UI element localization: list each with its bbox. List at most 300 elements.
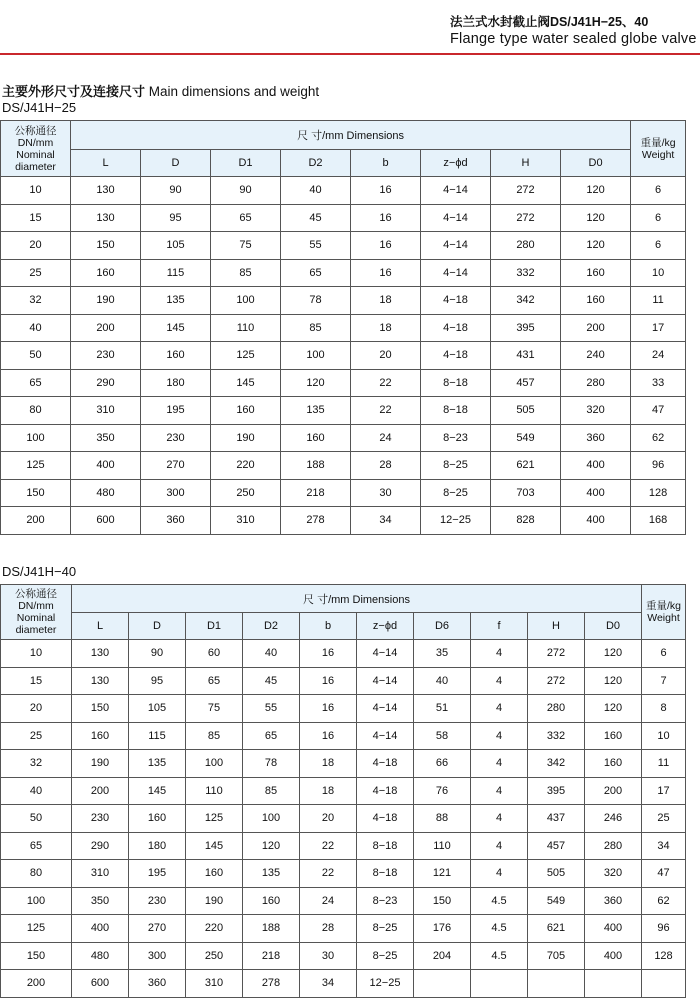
dn-header-zh: 公称通径	[14, 124, 57, 137]
dn-header	[1, 585, 72, 640]
table-cell: 188	[243, 915, 300, 943]
table-cell: 90	[141, 177, 211, 205]
table-cell: 180	[129, 832, 186, 860]
column-header: D6	[414, 613, 471, 640]
table-cell: 280	[561, 369, 631, 397]
table-cell: 100	[281, 342, 351, 370]
table-cell: 270	[129, 915, 186, 943]
table-cell: 47	[642, 860, 686, 888]
table-cell: 272	[491, 177, 561, 205]
table-cell: 4.5	[471, 887, 528, 915]
table-cell: 220	[186, 915, 243, 943]
table-cell: 395	[528, 777, 585, 805]
table-cell: 20	[1, 232, 71, 260]
table-cell: 4−18	[421, 342, 491, 370]
table-cell: 4−18	[421, 287, 491, 315]
table-cell: 195	[129, 860, 186, 888]
table-cell: 8−18	[357, 860, 414, 888]
dn-header	[1, 121, 71, 177]
table-cell: 8−23	[357, 887, 414, 915]
table-cell: 24	[300, 887, 357, 915]
table-cell: 4	[471, 722, 528, 750]
table-cell: 145	[186, 832, 243, 860]
table-cell: 10	[642, 722, 686, 750]
table-cell: 34	[351, 507, 421, 535]
table-cell: 246	[585, 805, 642, 833]
weight-header-en: Weight	[641, 148, 675, 161]
table-cell: 176	[414, 915, 471, 943]
table-row	[1, 314, 686, 342]
table-cell: 190	[72, 750, 129, 778]
table-cell: 4−14	[421, 204, 491, 232]
table-cell: 51	[414, 695, 471, 723]
table-cell: 160	[243, 887, 300, 915]
weight-header	[642, 585, 686, 640]
table-cell: 300	[141, 479, 211, 507]
table-cell: 20	[300, 805, 357, 833]
table-cell: 320	[585, 860, 642, 888]
column-header: D1	[186, 613, 243, 640]
table-cell: 360	[561, 424, 631, 452]
page-header	[450, 14, 700, 48]
table-row	[1, 397, 686, 425]
section-title-zh: 主要外形尺寸及连接尺寸	[2, 84, 146, 99]
table-cell: 33	[631, 369, 686, 397]
table-cell: 180	[141, 369, 211, 397]
table-cell: 22	[300, 832, 357, 860]
table-cell: 4	[471, 805, 528, 833]
table-cell: 6	[631, 232, 686, 260]
table-cell: 16	[300, 640, 357, 668]
table-cell	[471, 970, 528, 998]
table-cell: 17	[631, 314, 686, 342]
table-cell: 8−18	[421, 397, 491, 425]
table-cell: 30	[351, 479, 421, 507]
table-cell: 4−14	[357, 722, 414, 750]
table-cell: 90	[129, 640, 186, 668]
dn-header-en1: Nominal	[16, 148, 55, 161]
table-cell: 90	[211, 177, 281, 205]
table-cell: 45	[243, 667, 300, 695]
table-cell: 130	[72, 640, 129, 668]
table-cell: 65	[186, 667, 243, 695]
table-cell: 280	[528, 695, 585, 723]
table-cell: 250	[186, 942, 243, 970]
table-cell: 80	[1, 860, 72, 888]
table-cell: 10	[1, 640, 72, 668]
table-cell: 17	[642, 777, 686, 805]
table-cell: 130	[72, 667, 129, 695]
table-cell: 65	[1, 369, 71, 397]
table-cell: 4−14	[421, 232, 491, 260]
table-cell: 85	[243, 777, 300, 805]
table-cell: 230	[129, 887, 186, 915]
table-row	[1, 887, 686, 915]
table-cell: 11	[631, 287, 686, 315]
table-cell: 40	[1, 777, 72, 805]
table-cell: 200	[72, 777, 129, 805]
table-cell: 16	[351, 177, 421, 205]
table-cell: 505	[528, 860, 585, 888]
table-cell: 15	[1, 667, 72, 695]
table-cell: 24	[631, 342, 686, 370]
table-cell: 120	[561, 177, 631, 205]
section-title-en: Main dimensions and weight	[145, 84, 320, 99]
table-cell: 150	[71, 232, 141, 260]
table-cell: 600	[72, 970, 129, 998]
table-cell: 22	[351, 397, 421, 425]
table-cell: 6	[631, 204, 686, 232]
table-cell: 130	[71, 204, 141, 232]
column-header: b	[300, 613, 357, 640]
table-cell: 4−14	[357, 695, 414, 723]
table-cell: 250	[211, 479, 281, 507]
table-cell: 200	[585, 777, 642, 805]
table-cell: 160	[72, 722, 129, 750]
table-cell: 230	[72, 805, 129, 833]
weight-header-zh: 重量/kg	[640, 136, 676, 149]
table-cell: 22	[351, 369, 421, 397]
table-row	[1, 942, 686, 970]
table-cell: 128	[642, 942, 686, 970]
table-cell: 34	[300, 970, 357, 998]
table-row	[1, 695, 686, 723]
table-cell: 703	[491, 479, 561, 507]
table-cell: 150	[414, 887, 471, 915]
table-cell: 457	[528, 832, 585, 860]
table-row	[1, 750, 686, 778]
table-cell: 62	[642, 887, 686, 915]
table-cell: 6	[631, 177, 686, 205]
table-cell: 110	[414, 832, 471, 860]
table-cell: 120	[561, 204, 631, 232]
table-cell: 75	[186, 695, 243, 723]
table-cell: 100	[211, 287, 281, 315]
table-cell: 78	[243, 750, 300, 778]
table-cell: 4−14	[421, 177, 491, 205]
table-cell: 230	[141, 424, 211, 452]
table-cell: 135	[141, 287, 211, 315]
table-cell: 65	[243, 722, 300, 750]
column-header: D	[141, 150, 211, 177]
table-cell: 4	[471, 640, 528, 668]
table-cell: 66	[414, 750, 471, 778]
table-cell: 8−25	[421, 452, 491, 480]
table-row	[1, 369, 686, 397]
table-cell: 125	[1, 452, 71, 480]
table-cell: 188	[281, 452, 351, 480]
table-cell: 18	[351, 314, 421, 342]
table-cell: 240	[561, 342, 631, 370]
table-cell: 360	[129, 970, 186, 998]
table-cell: 280	[585, 832, 642, 860]
table-cell: 115	[129, 722, 186, 750]
table-cell: 22	[300, 860, 357, 888]
table-cell: 160	[281, 424, 351, 452]
table-cell: 120	[243, 832, 300, 860]
table-row	[1, 177, 686, 205]
table-cell: 120	[561, 232, 631, 260]
table-cell: 220	[211, 452, 281, 480]
table-cell: 204	[414, 942, 471, 970]
table-cell: 50	[1, 805, 72, 833]
table-cell: 160	[71, 259, 141, 287]
section-title	[2, 84, 319, 100]
table-cell: 218	[281, 479, 351, 507]
table-cell: 480	[72, 942, 129, 970]
table-cell: 505	[491, 397, 561, 425]
table-row	[1, 479, 686, 507]
table-cell: 200	[561, 314, 631, 342]
column-header: L	[71, 150, 141, 177]
table-cell: 121	[414, 860, 471, 888]
table-cell: 11	[642, 750, 686, 778]
table-cell: 95	[129, 667, 186, 695]
table-cell: 280	[491, 232, 561, 260]
column-header: f	[471, 613, 528, 640]
table-cell: 200	[1, 970, 72, 998]
table-cell: 4.5	[471, 915, 528, 943]
table-cell: 160	[585, 750, 642, 778]
table-cell: 100	[1, 887, 72, 915]
dn-header-en2: diameter	[15, 160, 56, 173]
table-cell: 145	[211, 369, 281, 397]
table-cell: 320	[561, 397, 631, 425]
table-cell: 85	[186, 722, 243, 750]
table-cell: 8−18	[421, 369, 491, 397]
table-cell: 40	[281, 177, 351, 205]
table-row	[1, 640, 686, 668]
table-cell: 10	[631, 259, 686, 287]
table-cell: 12−25	[357, 970, 414, 998]
table-cell: 10	[1, 177, 71, 205]
table-cell: 190	[71, 287, 141, 315]
table-cell: 400	[72, 915, 129, 943]
table-cell: 16	[300, 667, 357, 695]
table-cell: 272	[528, 667, 585, 695]
table-cell: 50	[1, 342, 71, 370]
table-row	[1, 915, 686, 943]
weight-header-en: Weight	[647, 612, 680, 624]
table-cell: 20	[1, 695, 72, 723]
table-cell: 16	[300, 722, 357, 750]
table-cell: 272	[491, 204, 561, 232]
table-cell: 310	[186, 970, 243, 998]
table-cell: 47	[631, 397, 686, 425]
table-cell: 360	[585, 887, 642, 915]
table-cell: 12−25	[421, 507, 491, 535]
column-header: z−ϕd	[421, 150, 491, 177]
table-cell: 6	[642, 640, 686, 668]
table-cell: 400	[561, 452, 631, 480]
table-cell: 4−14	[421, 259, 491, 287]
table-cell	[528, 970, 585, 998]
table-cell: 20	[351, 342, 421, 370]
table-cell: 120	[585, 667, 642, 695]
table-cell: 105	[141, 232, 211, 260]
table-row	[1, 805, 686, 833]
dimensions-table-40	[0, 584, 686, 998]
table-cell: 125	[1, 915, 72, 943]
dimensions-table-25	[0, 120, 686, 535]
table-cell: 62	[631, 424, 686, 452]
table-cell: 150	[1, 479, 71, 507]
dimensions-header: 尺 寸/mm Dimensions	[72, 585, 642, 613]
table-cell: 400	[585, 915, 642, 943]
column-header: H	[491, 150, 561, 177]
table-cell: 85	[281, 314, 351, 342]
table-cell: 342	[491, 287, 561, 315]
table-cell: 400	[561, 479, 631, 507]
table-cell: 88	[414, 805, 471, 833]
column-header: z−ϕd	[357, 613, 414, 640]
table-cell: 431	[491, 342, 561, 370]
header-divider	[0, 53, 700, 55]
table-cell: 16	[351, 204, 421, 232]
table-cell: 218	[243, 942, 300, 970]
table-row	[1, 507, 686, 535]
table-cell: 828	[491, 507, 561, 535]
table-cell: 4	[471, 695, 528, 723]
table-cell: 40	[1, 314, 71, 342]
table-cell: 18	[351, 287, 421, 315]
table-cell: 34	[642, 832, 686, 860]
table-cell: 25	[1, 722, 72, 750]
table-cell: 40	[414, 667, 471, 695]
table-cell: 300	[129, 942, 186, 970]
table-cell: 8−18	[357, 832, 414, 860]
table-cell: 200	[71, 314, 141, 342]
table-cell: 621	[491, 452, 561, 480]
table-cell: 7	[642, 667, 686, 695]
table-cell: 105	[129, 695, 186, 723]
table-cell: 278	[243, 970, 300, 998]
column-header: D1	[211, 150, 281, 177]
table-cell: 96	[642, 915, 686, 943]
table-cell: 120	[281, 369, 351, 397]
table-cell: 160	[211, 397, 281, 425]
table-cell: 8	[642, 695, 686, 723]
table-cell: 195	[141, 397, 211, 425]
table-cell: 55	[281, 232, 351, 260]
table-cell: 4	[471, 860, 528, 888]
table-cell: 332	[491, 259, 561, 287]
table-cell: 120	[585, 640, 642, 668]
table-cell: 395	[491, 314, 561, 342]
table-cell: 4−18	[421, 314, 491, 342]
table-cell: 190	[211, 424, 281, 452]
table-cell: 75	[211, 232, 281, 260]
table-cell: 400	[71, 452, 141, 480]
table-cell: 32	[1, 750, 72, 778]
table-cell: 549	[528, 887, 585, 915]
table-cell: 278	[281, 507, 351, 535]
table-cell: 30	[300, 942, 357, 970]
table-cell: 400	[561, 507, 631, 535]
table-cell: 168	[631, 507, 686, 535]
table-cell: 96	[631, 452, 686, 480]
table-row	[1, 832, 686, 860]
table-cell: 135	[281, 397, 351, 425]
header-title-zh: 法兰式水封截止阀DS/J41H−25、40	[450, 15, 649, 29]
dn-header-unit: DN/mm	[18, 600, 54, 612]
table-cell: 4−14	[357, 640, 414, 668]
table-cell: 457	[491, 369, 561, 397]
table-cell: 350	[72, 887, 129, 915]
table-cell: 32	[1, 287, 71, 315]
table-cell: 290	[72, 832, 129, 860]
table-cell: 58	[414, 722, 471, 750]
dn-header-zh: 公称通径	[15, 588, 57, 600]
table-row	[1, 204, 686, 232]
table-row	[1, 452, 686, 480]
table-cell: 160	[585, 722, 642, 750]
column-header: D0	[585, 613, 642, 640]
dimensions-header: 尺 寸/mm Dimensions	[71, 121, 631, 150]
table-cell: 8−23	[421, 424, 491, 452]
table-cell: 190	[186, 887, 243, 915]
table1-model: DS/J41H−25	[2, 100, 77, 115]
table-cell	[414, 970, 471, 998]
table-cell: 135	[129, 750, 186, 778]
table-cell: 25	[1, 259, 71, 287]
table-cell: 4	[471, 832, 528, 860]
table-cell: 705	[528, 942, 585, 970]
table-cell: 100	[186, 750, 243, 778]
table-row	[1, 342, 686, 370]
table-cell: 8−25	[357, 915, 414, 943]
table-row	[1, 259, 686, 287]
table-cell: 600	[71, 507, 141, 535]
table-cell	[642, 970, 686, 998]
table-cell: 85	[211, 259, 281, 287]
table-cell: 65	[1, 832, 72, 860]
table-row	[1, 424, 686, 452]
table-cell: 115	[141, 259, 211, 287]
column-header: D	[129, 613, 186, 640]
column-header: H	[528, 613, 585, 640]
table-cell: 310	[71, 397, 141, 425]
column-header: b	[351, 150, 421, 177]
table-cell: 120	[585, 695, 642, 723]
table-cell: 160	[561, 259, 631, 287]
table-cell: 110	[186, 777, 243, 805]
table-cell: 200	[1, 507, 71, 535]
table-cell: 65	[281, 259, 351, 287]
weight-header-zh: 重量/kg	[645, 600, 681, 612]
table-cell: 76	[414, 777, 471, 805]
table-cell: 310	[211, 507, 281, 535]
table-cell: 40	[243, 640, 300, 668]
table-row	[1, 860, 686, 888]
table-cell: 230	[71, 342, 141, 370]
table-cell: 4	[471, 777, 528, 805]
table-cell: 160	[129, 805, 186, 833]
table-cell: 125	[211, 342, 281, 370]
table-cell: 130	[71, 177, 141, 205]
table-row	[1, 970, 686, 998]
column-header: L	[72, 613, 129, 640]
table-cell: 4−18	[357, 777, 414, 805]
table-row	[1, 667, 686, 695]
table-cell: 270	[141, 452, 211, 480]
table-cell: 24	[351, 424, 421, 452]
table-cell: 8−25	[421, 479, 491, 507]
table-cell: 45	[281, 204, 351, 232]
table-cell: 150	[72, 695, 129, 723]
table-cell: 549	[491, 424, 561, 452]
table-cell: 60	[186, 640, 243, 668]
